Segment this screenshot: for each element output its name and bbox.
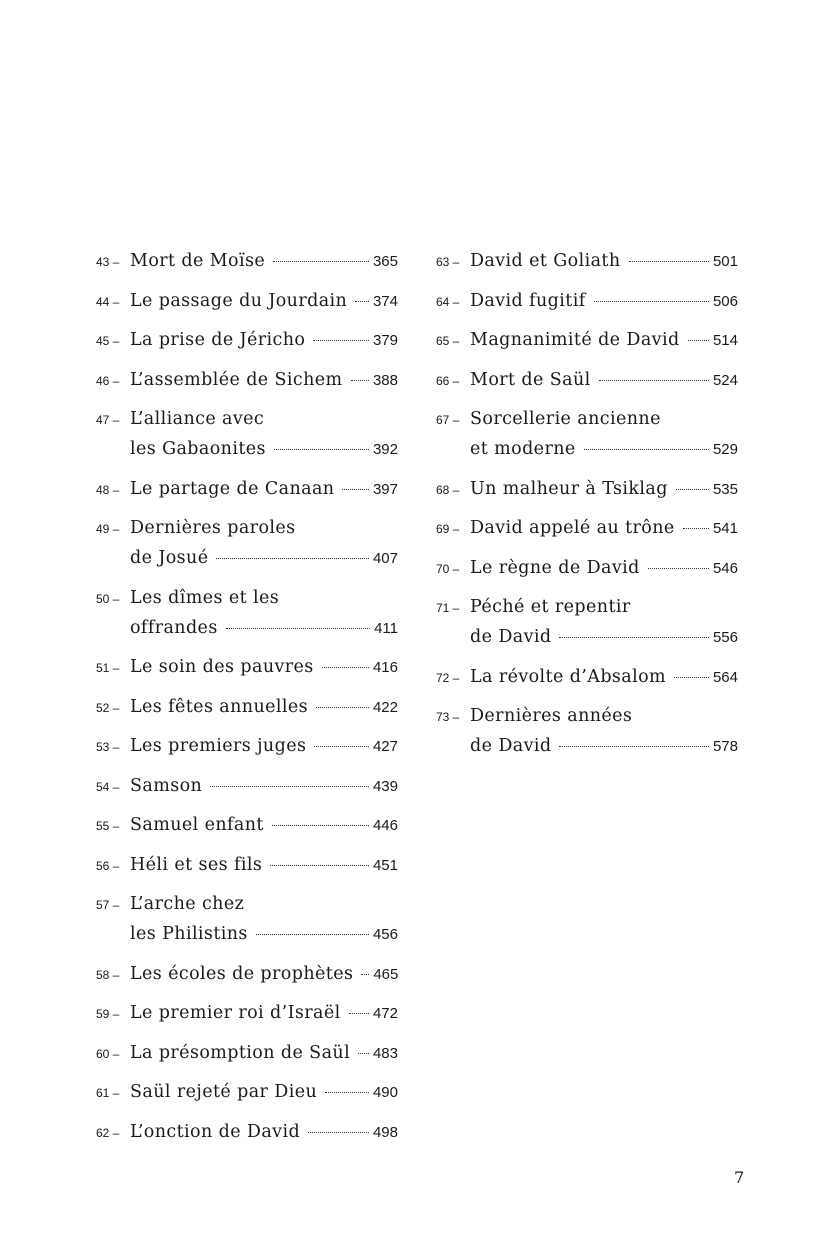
chapter-page-number: 514 (712, 332, 738, 349)
chapter-page-number: 392 (372, 441, 398, 458)
chapter-title-block (470, 329, 738, 352)
dot-leader (313, 340, 369, 341)
chapter-page-number: 365 (372, 253, 398, 270)
chapter-title-line (470, 369, 738, 392)
chapter-page-number: 439 (372, 777, 398, 795)
chapter-title-text: Péché et repentir (470, 597, 631, 617)
chapter-title-block (470, 557, 738, 580)
chapter-title-line (130, 656, 398, 679)
chapter-title-text: Le partage de Canaan (130, 478, 335, 499)
chapter-title-line (470, 250, 738, 273)
chapter-title-line (130, 775, 398, 798)
toc-entry (436, 408, 738, 461)
chapter-title-line (470, 478, 738, 501)
chapter-title-text: de David (470, 627, 552, 647)
chapter-title-line (130, 1042, 398, 1065)
chapter-title-text: de Josué (130, 548, 209, 568)
chapter-page-number: 465 (373, 965, 399, 983)
chapter-title-text: Le premier roi d’Israël (130, 1003, 341, 1023)
chapter-page-number: 379 (372, 332, 398, 349)
chapter-page-number: 541 (712, 520, 738, 537)
chapter-title-line (470, 666, 738, 689)
toc-entry (96, 696, 398, 719)
chapter-number: 46 – (96, 373, 120, 388)
chapter-title-text: Samson (130, 775, 203, 796)
chapter-title-block (130, 478, 398, 501)
chapter-number: 62 – (96, 1125, 120, 1140)
chapter-title-text: Les dîmes et les (130, 587, 280, 608)
chapter-page-number: 427 (372, 738, 398, 755)
chapter-number: 72 – (436, 670, 460, 685)
chapter-number: 57 – (96, 898, 120, 912)
toc-entry (96, 517, 398, 570)
chapter-page-number: 397 (372, 480, 398, 498)
toc-entry (96, 329, 398, 352)
chapter-title-block (470, 290, 738, 313)
chapter-title-block (470, 478, 738, 501)
chapter-title-line (470, 329, 738, 352)
toc-entry (96, 1121, 398, 1144)
chapter-title-block (130, 775, 398, 798)
chapter-number: 53 – (96, 740, 120, 754)
page-number: 7 (734, 1168, 745, 1187)
chapter-title-line (130, 696, 398, 719)
toc-entry (436, 329, 738, 352)
chapter-number: 47 – (96, 413, 120, 427)
chapter-title-block (470, 517, 738, 540)
toc-entry (96, 1042, 398, 1065)
toc-entry (436, 557, 738, 580)
chapter-title-text: les Gabaonites (130, 439, 266, 459)
chapter-number: 44 – (96, 294, 120, 309)
toc-entry (96, 408, 398, 461)
chapter-number: 70 – (436, 561, 460, 576)
chapter-title-block (130, 1081, 398, 1104)
chapter-page-number: 374 (372, 292, 398, 310)
toc-entry (96, 587, 398, 640)
chapter-number: 68 – (436, 482, 460, 497)
toc-entry (96, 814, 398, 837)
chapter-title-line (470, 596, 738, 618)
chapter-title-block (470, 705, 738, 758)
chapter-title-line (130, 923, 398, 946)
dot-leader (349, 1013, 369, 1014)
dot-leader (683, 528, 709, 529)
chapter-title-line (130, 587, 398, 609)
chapter-number: 66 – (436, 373, 460, 388)
chapter-title-text: David et Goliath (470, 251, 621, 271)
chapter-number: 73 – (436, 710, 460, 724)
dot-leader (316, 707, 369, 708)
chapter-page-number: 472 (372, 1005, 398, 1022)
chapter-title-text: Le soin des pauvres (130, 657, 314, 677)
chapter-title-line (130, 735, 398, 758)
chapter-title-text: de David (470, 736, 552, 756)
toc-entry (436, 705, 738, 758)
chapter-title-text: Saül rejeté par Dieu (130, 1082, 318, 1102)
chapter-title-line (130, 963, 398, 986)
dot-leader (629, 261, 709, 262)
chapter-title-line (130, 369, 398, 392)
dot-leader (351, 380, 369, 381)
chapter-title-line (470, 626, 738, 649)
chapter-number: 54 – (96, 779, 120, 794)
chapter-title-text: Mort de Moïse (130, 251, 266, 271)
chapter-title-line (470, 408, 738, 430)
chapter-title-line (470, 290, 738, 313)
chapter-title-line (130, 250, 398, 273)
toc-entry (96, 735, 398, 758)
dot-leader (648, 568, 709, 569)
chapter-title-text: La révolte d’Absalom (470, 666, 667, 687)
dot-leader (256, 934, 369, 935)
chapter-number: 59 – (96, 1007, 120, 1021)
dot-leader (226, 628, 370, 629)
chapter-number: 58 – (96, 967, 120, 982)
toc-entry (436, 250, 738, 273)
chapter-title-text: et moderne (470, 439, 576, 459)
dot-leader (216, 558, 368, 559)
chapter-title-block (130, 1002, 398, 1025)
chapter-title-line (130, 408, 398, 430)
toc-entry (96, 1002, 398, 1025)
chapter-number: 43 – (96, 255, 120, 269)
chapter-page-number: 578 (712, 738, 738, 755)
dot-leader (674, 677, 709, 678)
dot-leader (314, 746, 369, 747)
dot-leader (270, 865, 369, 866)
chapter-page-number: 524 (712, 371, 738, 389)
dot-leader (273, 261, 369, 262)
toc-entry (96, 1081, 398, 1104)
chapter-title-text: David fugitif (470, 290, 586, 311)
chapter-page-number: 501 (712, 253, 738, 270)
dot-leader (308, 1132, 369, 1133)
chapter-page-number: 556 (712, 629, 738, 646)
chapter-title-text: La prise de Jéricho (130, 330, 306, 350)
chapter-page-number: 564 (712, 668, 738, 686)
toc-entry (436, 290, 738, 313)
chapter-title-block (470, 408, 738, 461)
chapter-title-line (130, 517, 398, 539)
chapter-title-text: L’alliance avec (130, 409, 265, 429)
chapter-title-line (470, 557, 738, 580)
chapter-title-block (130, 893, 398, 946)
chapter-title-block (130, 408, 398, 461)
chapter-title-line (130, 438, 398, 461)
toc-entry (96, 478, 398, 501)
dot-leader (599, 380, 709, 381)
chapter-title-block (130, 1042, 398, 1065)
chapter-page-number: 535 (712, 480, 738, 498)
dot-leader (358, 1053, 369, 1054)
chapter-title-text: L’onction de David (130, 1121, 301, 1142)
chapter-title-block (130, 656, 398, 679)
chapter-title-block (130, 329, 398, 352)
toc-entry (96, 854, 398, 877)
chapter-title-line (470, 438, 738, 461)
chapter-page-number: 490 (372, 1084, 398, 1101)
chapter-page-number: 546 (712, 559, 738, 577)
chapter-number: 52 – (96, 700, 120, 715)
chapter-title-text: L’assemblée de Sichem (130, 369, 343, 390)
chapter-title-line (130, 1081, 398, 1104)
chapter-title-block (130, 369, 398, 392)
chapter-title-text: Héli et ses fils (130, 854, 263, 875)
dot-leader (325, 1092, 369, 1093)
chapter-title-text: Un malheur à Tsiklag (470, 478, 668, 499)
chapter-title-block (470, 596, 738, 649)
chapter-page-number: 416 (372, 659, 398, 676)
toc-entry (436, 596, 738, 649)
chapter-title-line (470, 735, 738, 758)
chapter-number: 60 – (96, 1046, 120, 1061)
chapter-number: 56 – (96, 858, 120, 873)
chapter-title-text: Les écoles de prophètes (130, 963, 354, 984)
chapter-page-number: 456 (372, 926, 398, 943)
dot-leader (559, 746, 708, 747)
chapter-title-line (130, 1121, 398, 1144)
toc-entry (96, 963, 398, 986)
chapter-title-block (130, 290, 398, 313)
chapter-title-line (470, 517, 738, 540)
chapter-number: 50 – (96, 591, 120, 606)
dot-leader (676, 489, 709, 490)
chapter-title-block (470, 666, 738, 689)
chapter-number: 55 – (96, 819, 120, 833)
chapter-page-number: 506 (712, 292, 738, 310)
chapter-title-block (130, 587, 398, 640)
toc-entry (96, 775, 398, 798)
chapter-page-number: 451 (372, 856, 398, 874)
chapter-page-number: 529 (712, 441, 738, 458)
chapter-title-line (130, 329, 398, 352)
chapter-number: 67 – (436, 413, 460, 427)
toc-entry (96, 250, 398, 273)
chapter-title-text: Sorcellerie ancienne (470, 409, 661, 429)
chapter-number: 64 – (436, 294, 460, 309)
chapter-title-line (130, 854, 398, 877)
dot-leader (688, 340, 709, 341)
chapter-number: 65 – (436, 334, 460, 348)
chapter-number: 49 – (96, 522, 120, 536)
dot-leader (342, 489, 368, 490)
chapter-number: 71 – (436, 601, 460, 615)
dot-leader (322, 667, 369, 668)
chapter-title-line (130, 1002, 398, 1025)
chapter-title-text: offrandes (130, 617, 218, 638)
toc-entry (96, 290, 398, 313)
chapter-page-number: 498 (372, 1123, 398, 1141)
chapter-title-text: Les premiers juges (130, 736, 307, 756)
chapter-title-line (130, 290, 398, 313)
dot-leader (594, 301, 709, 302)
dot-leader (274, 449, 369, 450)
chapter-number: 51 – (96, 661, 120, 675)
chapter-title-block (470, 369, 738, 392)
chapter-title-block (130, 1121, 398, 1144)
chapter-page-number: 411 (374, 619, 398, 637)
chapter-page-number: 422 (372, 698, 398, 716)
chapter-number: 63 – (436, 255, 460, 269)
toc-right-column (436, 250, 738, 775)
chapter-title-block (130, 517, 398, 570)
toc-entry (96, 656, 398, 679)
chapter-title-text: Dernières paroles (130, 518, 296, 538)
dot-leader (272, 825, 369, 826)
toc-entry (436, 369, 738, 392)
dot-leader (210, 786, 369, 787)
toc-entry (96, 893, 398, 946)
chapter-title-text: Le règne de David (470, 557, 640, 578)
chapter-number: 45 – (96, 334, 120, 348)
chapter-title-text: Les fêtes annuelles (130, 696, 309, 717)
toc-entry (436, 478, 738, 501)
chapter-title-line (470, 705, 738, 727)
toc-left-column (96, 250, 398, 1160)
toc-entry (436, 666, 738, 689)
chapter-title-text: Dernières années (470, 706, 633, 726)
chapter-page-number: 483 (372, 1044, 398, 1062)
chapter-title-text: Samuel enfant (130, 815, 264, 835)
dot-leader (559, 637, 708, 638)
chapter-title-text: Mort de Saül (470, 369, 591, 390)
toc-entry (436, 517, 738, 540)
chapter-title-block (130, 854, 398, 877)
chapter-title-text: les Philistins (130, 924, 248, 944)
chapter-title-text: David appelé au trône (470, 518, 675, 538)
chapter-title-text: L’arche chez (130, 894, 245, 914)
chapter-title-block (130, 250, 398, 273)
chapter-title-line (130, 617, 398, 640)
chapter-number: 69 – (436, 522, 460, 536)
dot-leader (584, 449, 709, 450)
chapter-title-text: La présomption de Saül (130, 1042, 351, 1063)
chapter-title-line (130, 478, 398, 501)
chapter-title-block (130, 735, 398, 758)
chapter-title-line (130, 547, 398, 570)
chapter-title-text: Magnanimité de David (470, 330, 680, 350)
chapter-page-number: 407 (372, 550, 398, 567)
chapter-title-text: Le passage du Jourdain (130, 290, 348, 311)
chapter-number: 48 – (96, 482, 120, 497)
chapter-title-line (130, 814, 398, 837)
chapter-page-number: 388 (372, 371, 398, 389)
chapter-title-line (130, 893, 398, 915)
chapter-title-block (130, 696, 398, 719)
dot-leader (355, 301, 369, 302)
dot-leader (361, 974, 369, 975)
chapter-title-block (470, 250, 738, 273)
chapter-page-number: 446 (372, 817, 398, 834)
chapter-title-block (130, 814, 398, 837)
toc-entry (96, 369, 398, 392)
chapter-number: 61 – (96, 1086, 120, 1100)
chapter-title-block (130, 963, 398, 986)
